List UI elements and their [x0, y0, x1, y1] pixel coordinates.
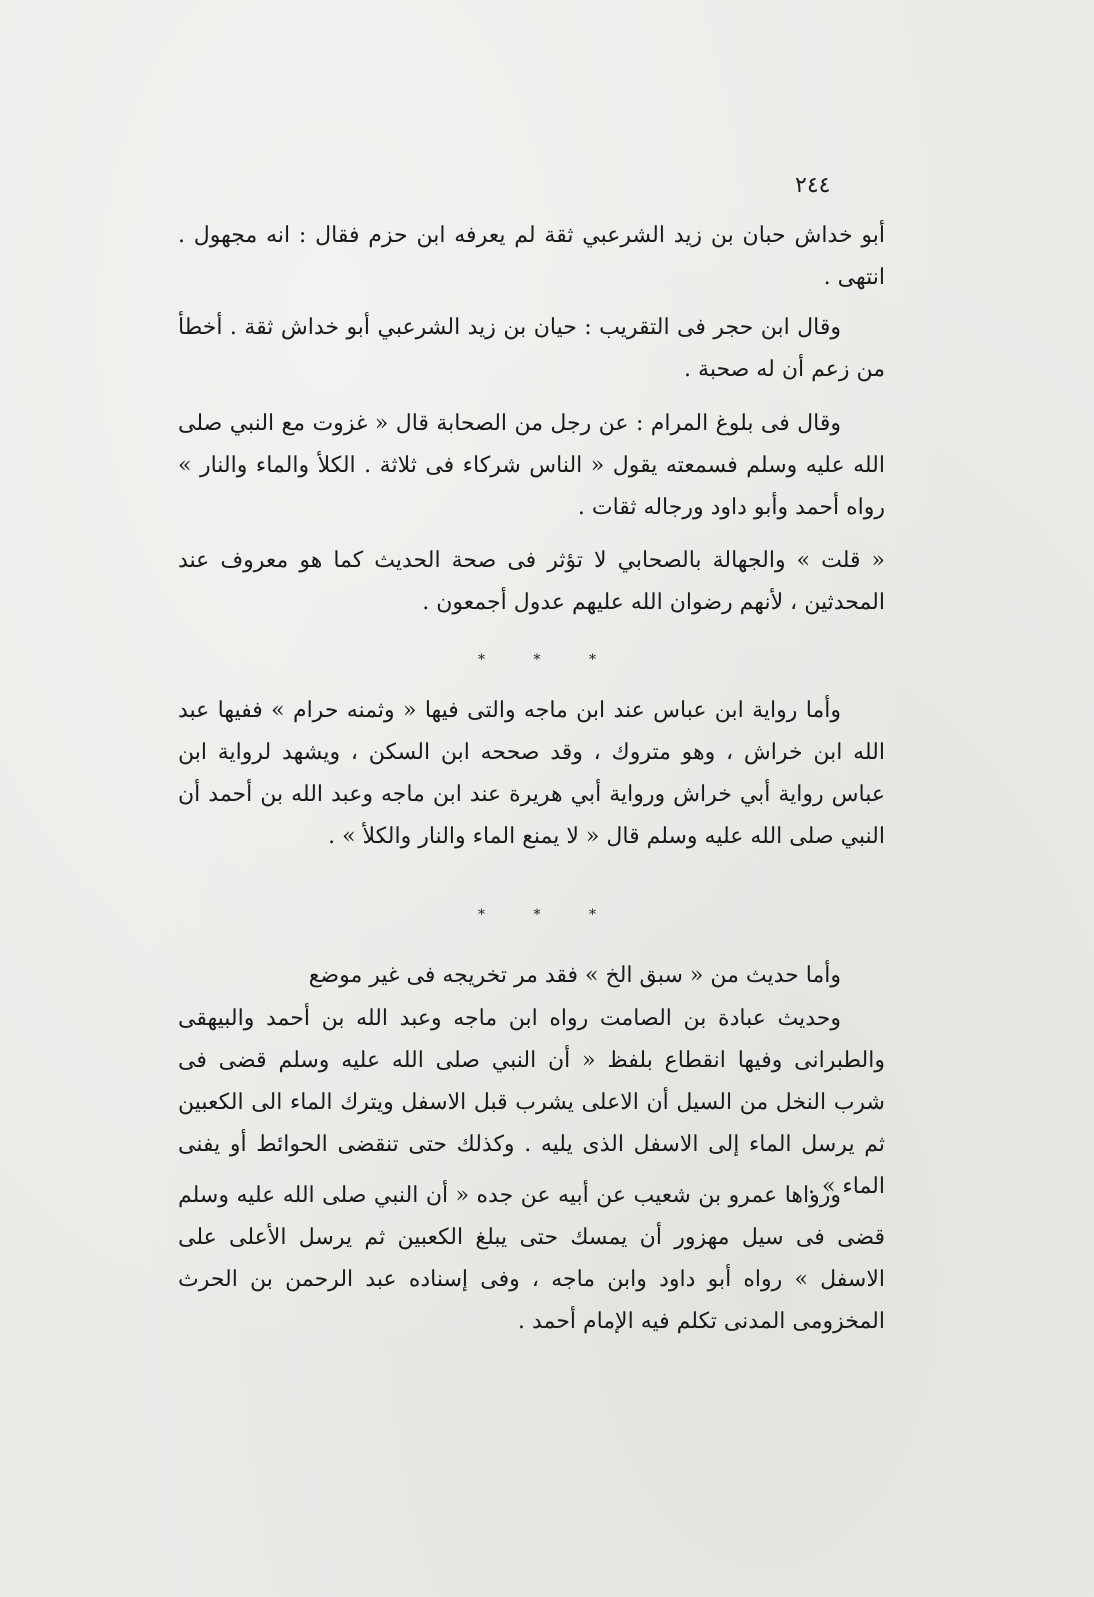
paragraph-taqrib	[178, 307, 885, 391]
page-number: ٢٤٤	[795, 173, 831, 198]
paragraph-amr-ibn-shuayb	[178, 1175, 885, 1343]
paragraph-text: وحديث عبادة بن الصامت رواه ابن ماجه وعبد الله بن أحمد والبيهقى والطبرانى وفيها انقطاع بلفظ « أن النبي صلى الله عليه وسلم قضى فى شرب النخل من السيل أن الاعلى يشرب قبل الاسفل ويترك الماء الى الكعبين ثم يرسل الماء إلى الاسفل الذى يليه . وكذلك حتى تنقضى الحوائط أو يفنى الماء » .	[178, 1006, 885, 1199]
paragraph-bulugh-al-maram	[178, 403, 885, 529]
paragraph-text: وقال ابن حجر فى التقريب : حيان بن زيد الشرعبي أبو خداش ثقة . أخطأ من زعم أن له صحبة .	[178, 315, 885, 382]
section-separator: * * *	[478, 907, 618, 923]
paragraph-ibn-abbas	[178, 690, 885, 858]
paragraph-text: « قلت » والجهالة بالصحابي لا تؤثر فى صحة الحديث كما هو معروف عند المحدثين ، لأنهم رضوان الله عليهم عدول أجمعون .	[178, 548, 885, 615]
paragraph-qultu	[178, 540, 885, 624]
paragraph-text: أبو خداش حبان بن زيد الشرعبي ثقة لم يعرفه ابن حزم فقال : انه مجهول . انتهى .	[178, 223, 885, 290]
paragraph-text: ورواها عمرو بن شعيب عن أبيه عن جده « أن النبي صلى الله عليه وسلم قضى فى سيل مهزور أن يمسك حتى يبلغ الكعبين ثم يرسل الأعلى على الاسفل » رواه أبو داود وابن ماجه ، وفى إسناده عبد الرحمن بن الحرث المخزومى المدنى تكلم فيه الإمام أحمد .	[178, 1183, 885, 1334]
paragraph-text: وقال فى بلوغ المرام : عن رجل من الصحابة قال « غزوت مع النبي صلى الله عليه وسلم فسمعته يقول « الناس شركاء فى ثلاثة . الكلأ والماء والنار » رواه أحمد وأبو داود ورجاله ثقات .	[178, 411, 885, 520]
paragraph-hadith-sabaq	[178, 955, 885, 997]
paragraph-text: وأما حديث من « سبق الخ » فقد مر تخريجه فى غير موضع	[308, 963, 841, 988]
section-separator: * * *	[478, 652, 618, 668]
paragraph-hayyan-majhul	[178, 215, 885, 299]
paragraph-text: وأما رواية ابن عباس عند ابن ماجه والتى فيها « وثمنه حرام » ففيها عبد الله ابن خراش ، وهو متروك ، وقد صححه ابن السكن ، ويشهد لرواية ابن عباس رواية أبي خراش ورواية أبي هريرة عند ابن ماجه وعبد الله بن أحمد أن النبي صلى الله عليه وسلم قال « لا يمنع الماء والنار والكلأ » .	[178, 698, 885, 849]
